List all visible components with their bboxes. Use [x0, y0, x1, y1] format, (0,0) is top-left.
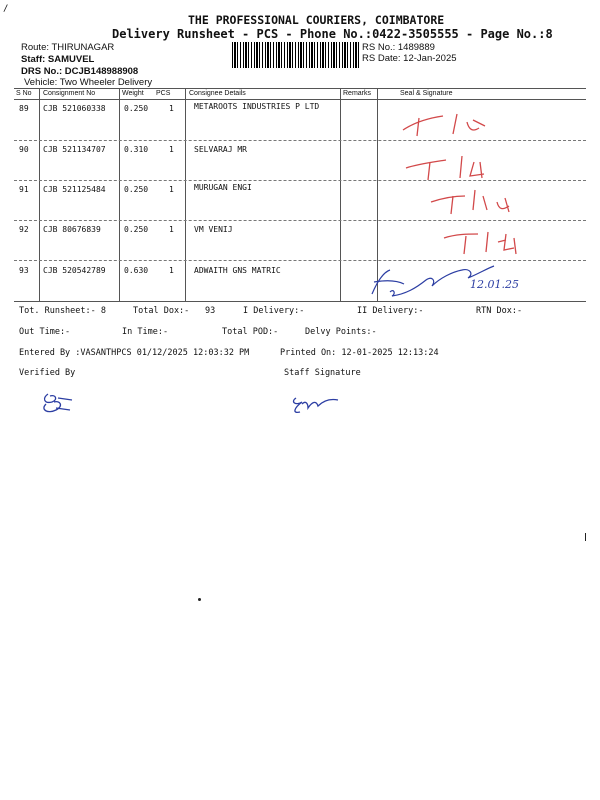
row-weight: 0.630	[124, 266, 149, 275]
row-consignee: ADWAITH GNS MATRIC	[194, 266, 281, 275]
col-header-sno: S No	[16, 90, 32, 97]
row-pcs: 1	[169, 266, 174, 275]
row-consignee: METAROOTS INDUSTRIES P LTD	[194, 102, 320, 111]
barcode-image	[232, 42, 360, 68]
row-pcs: 1	[169, 104, 174, 113]
row-weight: 0.250	[124, 185, 149, 194]
drs-number: DRS No.: DCJB148988908	[21, 66, 139, 77]
total-dox-value: 93	[205, 306, 216, 316]
row-pcs: 1	[169, 185, 174, 194]
scan-speck	[585, 533, 586, 541]
staff-label: Staff: SAMUVEL	[21, 54, 95, 65]
staff-signature-label: Staff Signature	[284, 368, 361, 378]
rs-date: RS Date: 12-Jan-2025	[362, 53, 457, 64]
in-time: In Time:-	[122, 327, 169, 337]
row-weight: 0.250	[124, 104, 149, 113]
printed-on: Printed On: 12-01-2025 12:13:24	[280, 348, 439, 358]
rtn-dox: RTN Dox:-	[476, 306, 523, 316]
col-header-remarks: Remarks	[343, 90, 372, 97]
vehicle-label: Vehicle: Two Wheeler Delivery	[24, 77, 153, 88]
col-header-consignee: Consignee Details	[189, 90, 246, 97]
row-weight: 0.310	[124, 145, 149, 154]
row-consignee: SELVARAJ MR	[194, 145, 247, 154]
row-pcs: 1	[169, 145, 174, 154]
handwritten-date: 12.01.25	[470, 278, 519, 291]
row-sno: 93	[19, 266, 29, 275]
total-dox-label: Total Dox:-	[133, 306, 190, 316]
runsheet-title: Delivery Runsheet - PCS - Phone No.:0422-3505555 - Page No.:8	[112, 27, 553, 41]
signature-row-89	[395, 108, 505, 138]
col-header-weight: Weight	[122, 90, 144, 97]
entered-by: Entered By :VASANTHPCS 01/12/2025 12:03:32 PM	[19, 348, 250, 358]
row-weight: 0.250	[124, 225, 149, 234]
col-header-pcs: PCS	[156, 90, 171, 97]
verified-by-label: Verified By	[19, 368, 76, 378]
ii-delivery: II Delivery:-	[357, 306, 424, 316]
row-sno: 89	[19, 104, 29, 113]
scan-speck	[198, 598, 201, 601]
row-consignment: CJB 80676839	[43, 225, 101, 234]
row-sno: 90	[19, 145, 29, 154]
row-consignment: CJB 521134707	[43, 145, 106, 154]
signature-row-92	[440, 226, 550, 256]
i-delivery: I Delivery:-	[243, 306, 305, 316]
signature-row-93	[366, 258, 556, 302]
company-title: THE PROFESSIONAL COURIERS, COIMBATORE	[188, 13, 445, 27]
signature-row-91	[425, 186, 535, 216]
row-sno: 91	[19, 185, 29, 194]
total-pod: Total POD:-	[222, 327, 279, 337]
corner-mark: /	[3, 4, 9, 14]
row-consignee: MURUGAN ENGI	[194, 183, 252, 192]
route-label: Route: THIRUNAGAR	[21, 42, 115, 53]
col-header-seal-signature: Seal & Signature	[400, 90, 453, 97]
total-runsheet: Tot. Runsheet:- 8	[19, 306, 106, 316]
verifier-signature	[38, 388, 78, 416]
row-consignment: CJB 520542789	[43, 266, 106, 275]
rs-number: RS No.: 1489889	[362, 42, 435, 53]
row-sno: 92	[19, 225, 29, 234]
row-consignee: VM VENIJ	[194, 225, 233, 234]
out-time: Out Time:-	[19, 327, 71, 337]
row-consignment: CJB 521125484	[43, 185, 106, 194]
row-pcs: 1	[169, 225, 174, 234]
signature-row-90	[400, 150, 510, 180]
staff-signature	[288, 390, 348, 418]
col-header-consignment: Consignment No	[43, 90, 96, 97]
delvy-points: Delvy Points:-	[305, 327, 377, 337]
row-consignment: CJB 521060338	[43, 104, 106, 113]
